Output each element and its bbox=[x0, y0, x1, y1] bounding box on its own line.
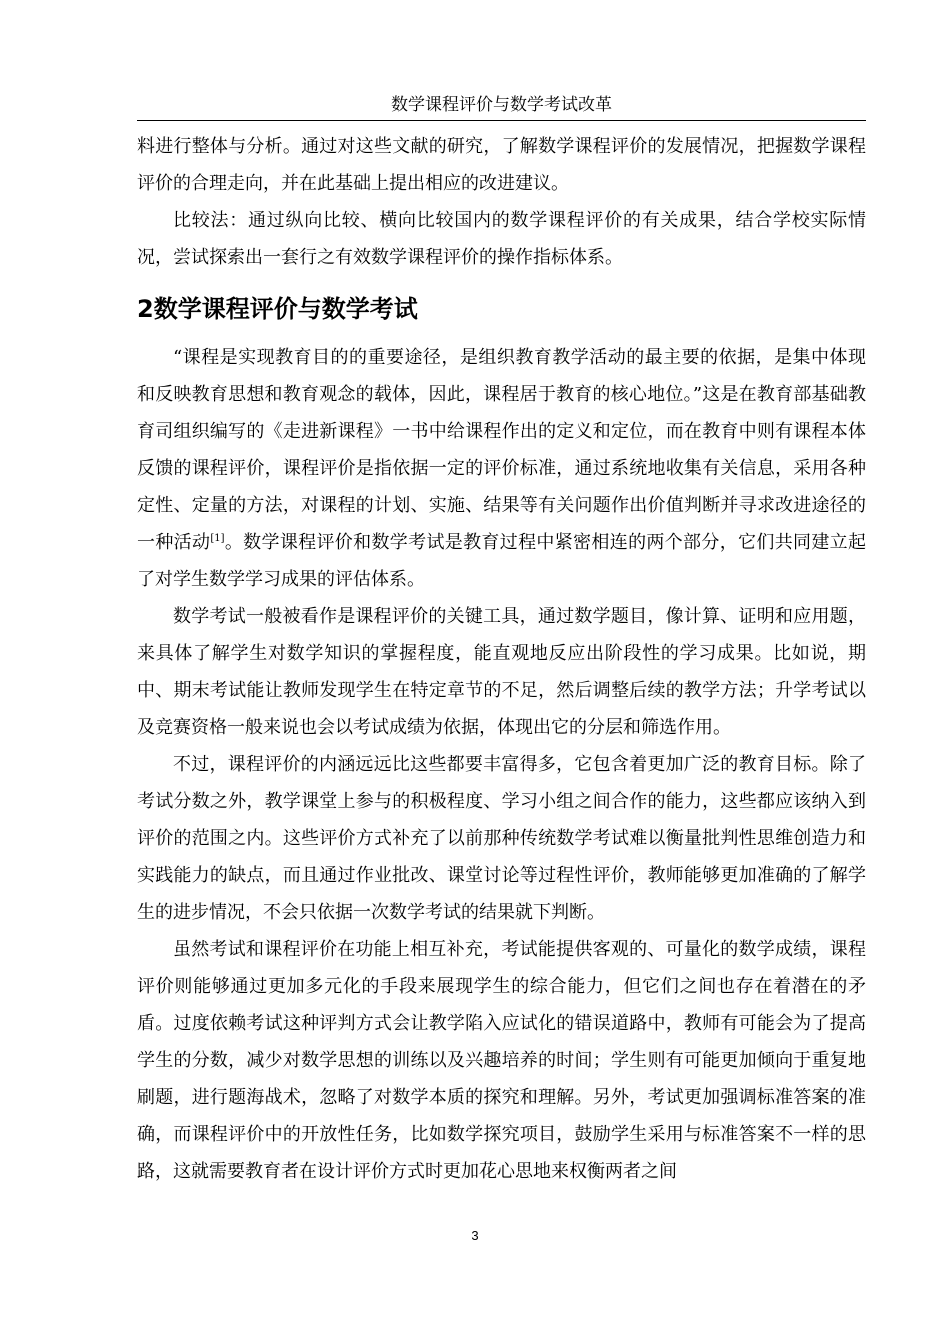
body-text bbox=[137, 128, 866, 1190]
paragraph-1-text-cont: 。数学课程评价和数学考试是教育过程中紧密相连的两个部分，它们共同建立起了对学生数学学习成果的评估体系。 bbox=[137, 532, 867, 590]
citation-ref[interactable]: [1] bbox=[210, 533, 225, 544]
running-header: 数学课程评价与数学考试改革 bbox=[137, 94, 866, 121]
paragraph-4: 虽然考试和课程评价在功能上相互补充，考试能提供客观的、可量化的数学成绩，课程评价则能够通过更加多元化的手段来展现学生的综合能力，但它们之间也存在着潜在的矛盾。过度依赖考试这种评判方式会让教学陷入应试化的错误道路中，教师有可能会为了提高学生的分数，减少对数学思想的训练以及兴趣培养的时间；学生则有可能更加倾向于重复地刷题，进行题海战术，忽略了对数学本质的探究和理解。另外，考试更加强调标准答案的准确，而课程评价中的开放性任务，比如数学探究项目，鼓励学生采用与标准答案不一样的思路，这就需要教育者在设计评价方式时更加花心思地来权衡两者之间 bbox=[137, 939, 866, 1182]
paragraph-2: 数学考试一般被看作是课程评价的关键工具，通过数学题目，像计算、证明和应用题，来具体了解学生对数学知识的掌握程度，能直观地反应出阶段性的学习成果。比如说，期中、期末考试能让教师发现学生在特定章节的不足，然后调整后续的教学方法；升学考试以及竞赛资格一般来说也会以考试成绩为依据，体现出它的分层和筛选作用。 bbox=[137, 606, 866, 738]
page-number: 3 bbox=[471, 1228, 479, 1243]
paragraph-1-text: “课程是实现教育目的的重要途径，是组织教育教学活动的最主要的依据，是集中体现和反映教育思想和教育观念的载体，因此，课程居于教育的核心地位。”这是在教育部基础教育司组织编写的《走进新课程》一书中给课程作出的定义和定位，而在教育中则有课程本体反馈的课程评价，课程评价是指依据一定的评价标准，通过系统地收集有关信息，采用各种定性、定量的方法，对课程的计划、实施、结果等有关问题作出价值判断并寻求改进途径的一种活动 bbox=[137, 347, 866, 553]
section-heading: 2数学课程评价与数学考试 bbox=[137, 295, 418, 323]
paragraph-continued: 料进行整体与分析。通过对这些文献的研究，了解数学课程评价的发展情况，把握数学课程评价的合理走向，并在此基础上提出相应的改进建议。 bbox=[137, 136, 866, 194]
paragraph-comparison-method: 比较法：通过纵向比较、横向比较国内的数学课程评价的有关成果，结合学校实际情况，尝试探索出一套行之有效数学课程评价的操作指标体系。 bbox=[137, 210, 866, 268]
paragraph-1 bbox=[137, 339, 866, 598]
paragraph-3: 不过，课程评价的内涵远远比这些都要丰富得多，它包含着更加广泛的教育目标。除了考试分数之外，教学课堂上参与的积极程度、学习小组之间合作的能力，这些都应该纳入到评价的范围之内。这些评价方式补充了以前那种传统数学考试难以衡量批判性思维创造力和实践能力的缺点，而且通过作业批改、课堂讨论等过程性评价，教师能够更加准确的了解学生的进步情况，不会只依据一次数学考试的结果就下判断。 bbox=[137, 754, 866, 923]
